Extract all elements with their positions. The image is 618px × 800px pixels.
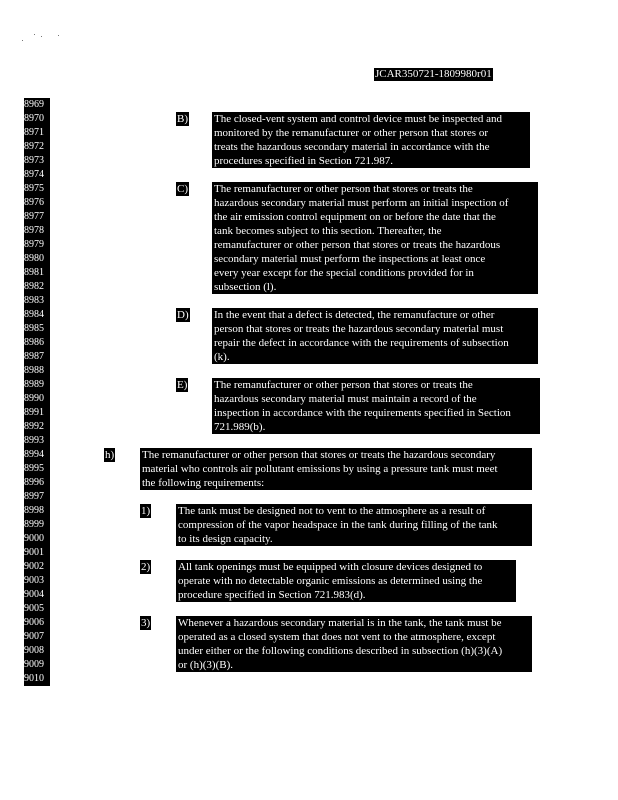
paragraph-b: The closed-vent system and control device must be inspected and monitored by the remanufacturer or other person that stores or treats the hazardous secondary material in accordance with the procedures specified in Section 721.987. xyxy=(212,112,530,168)
item-marker-b: B) xyxy=(177,113,188,125)
line-number: 9005 xyxy=(24,602,50,616)
line-number: 9010 xyxy=(24,672,50,686)
line-number: 8978 xyxy=(24,224,50,238)
subsection-marker-h: h) xyxy=(105,449,115,461)
line-number: 8995 xyxy=(24,462,50,476)
line-number: 8999 xyxy=(24,518,50,532)
line-number: 8994 xyxy=(24,448,50,462)
line-number: 9006 xyxy=(24,616,50,630)
subsection-h-text: The remanufacturer or other person that stores or treats the hazardous secondary material who controls air pollutant emissions by using a pressure tank must meet the following requirements: xyxy=(140,448,532,490)
line-number: 8997 xyxy=(24,490,50,504)
line-number: 8984 xyxy=(24,308,50,322)
line-number: 8970 xyxy=(24,112,50,126)
line-number: 9000 xyxy=(24,532,50,546)
line-number: 8971 xyxy=(24,126,50,140)
line-number: 9002 xyxy=(24,560,50,574)
line-number: 8977 xyxy=(24,210,50,224)
line-number: 9009 xyxy=(24,658,50,672)
line-number: 8996 xyxy=(24,476,50,490)
line-number: 9007 xyxy=(24,630,50,644)
item-marker-d: D) xyxy=(177,309,189,321)
line-number: 8983 xyxy=(24,294,50,308)
line-number: 8973 xyxy=(24,154,50,168)
paragraph-e: The remanufacturer or other person that stores or treats the hazardous secondary material must maintain a record of the inspection in accordance with the requirements specified in Section 721.989(b). xyxy=(212,378,540,434)
line-number: 8988 xyxy=(24,364,50,378)
paragraph-d: In the event that a defect is detected, the remanufacture or other person that stores or treats the hazardous secondary material must repair the defect in accordance with the requirements of subsection (k). xyxy=(212,308,538,364)
line-number: 8972 xyxy=(24,140,50,154)
item-marker-h3: 3) xyxy=(141,617,151,629)
line-number: 8982 xyxy=(24,280,50,294)
line-number: 8980 xyxy=(24,252,50,266)
document-id: JCAR350721-1809980r01 xyxy=(375,68,492,80)
paragraph-h2: All tank openings must be equipped with closure devices designed to operate with no detectable organic emissions as determined using the procedure specified in Section 721.983(d). xyxy=(176,560,516,602)
line-number: 9008 xyxy=(24,644,50,658)
line-number: 8991 xyxy=(24,406,50,420)
line-number: 8989 xyxy=(24,378,50,392)
item-marker-e: E) xyxy=(177,379,188,391)
line-number: 9004 xyxy=(24,588,50,602)
line-number: 8992 xyxy=(24,420,50,434)
line-number: 8979 xyxy=(24,238,50,252)
line-number: 8975 xyxy=(24,182,50,196)
line-number: 8990 xyxy=(24,392,50,406)
line-number: 8985 xyxy=(24,322,50,336)
line-number: 8993 xyxy=(24,434,50,448)
item-marker-h2: 2) xyxy=(141,561,151,573)
line-number: 8981 xyxy=(24,266,50,280)
item-marker-h1: 1) xyxy=(141,505,151,517)
line-number: 9001 xyxy=(24,546,50,560)
line-number: 8986 xyxy=(24,336,50,350)
paragraph-c: The remanufacturer or other person that stores or treats the hazardous secondary material must perform an initial inspection of the air emission control equipment on or before the date that the tank becomes subject to this section. Thereafter, the remanufacturer or other person that stores or treats the hazardous secondary material must perform the inspections at least once every year except for the special conditions provided for in subsection (l). xyxy=(212,182,538,294)
line-number: 8969 xyxy=(24,98,50,112)
line-number: 8976 xyxy=(24,196,50,210)
item-marker-c: C) xyxy=(177,183,188,195)
line-number: 8974 xyxy=(24,168,50,182)
paragraph-h1: The tank must be designed not to vent to the atmosphere as a result of compression of the vapor headspace in the tank during filling of the tank to its design capacity. xyxy=(176,504,532,546)
line-number: 9003 xyxy=(24,574,50,588)
line-number: 8998 xyxy=(24,504,50,518)
paragraph-h3: Whenever a hazardous secondary material is in the tank, the tank must be operated as a closed system that does not vent to the atmosphere, except under either or the following conditions described in subsection (h)(3)(A) or (h)(3)(B). xyxy=(176,616,532,672)
line-number-column xyxy=(24,98,52,686)
line-number: 8987 xyxy=(24,350,50,364)
